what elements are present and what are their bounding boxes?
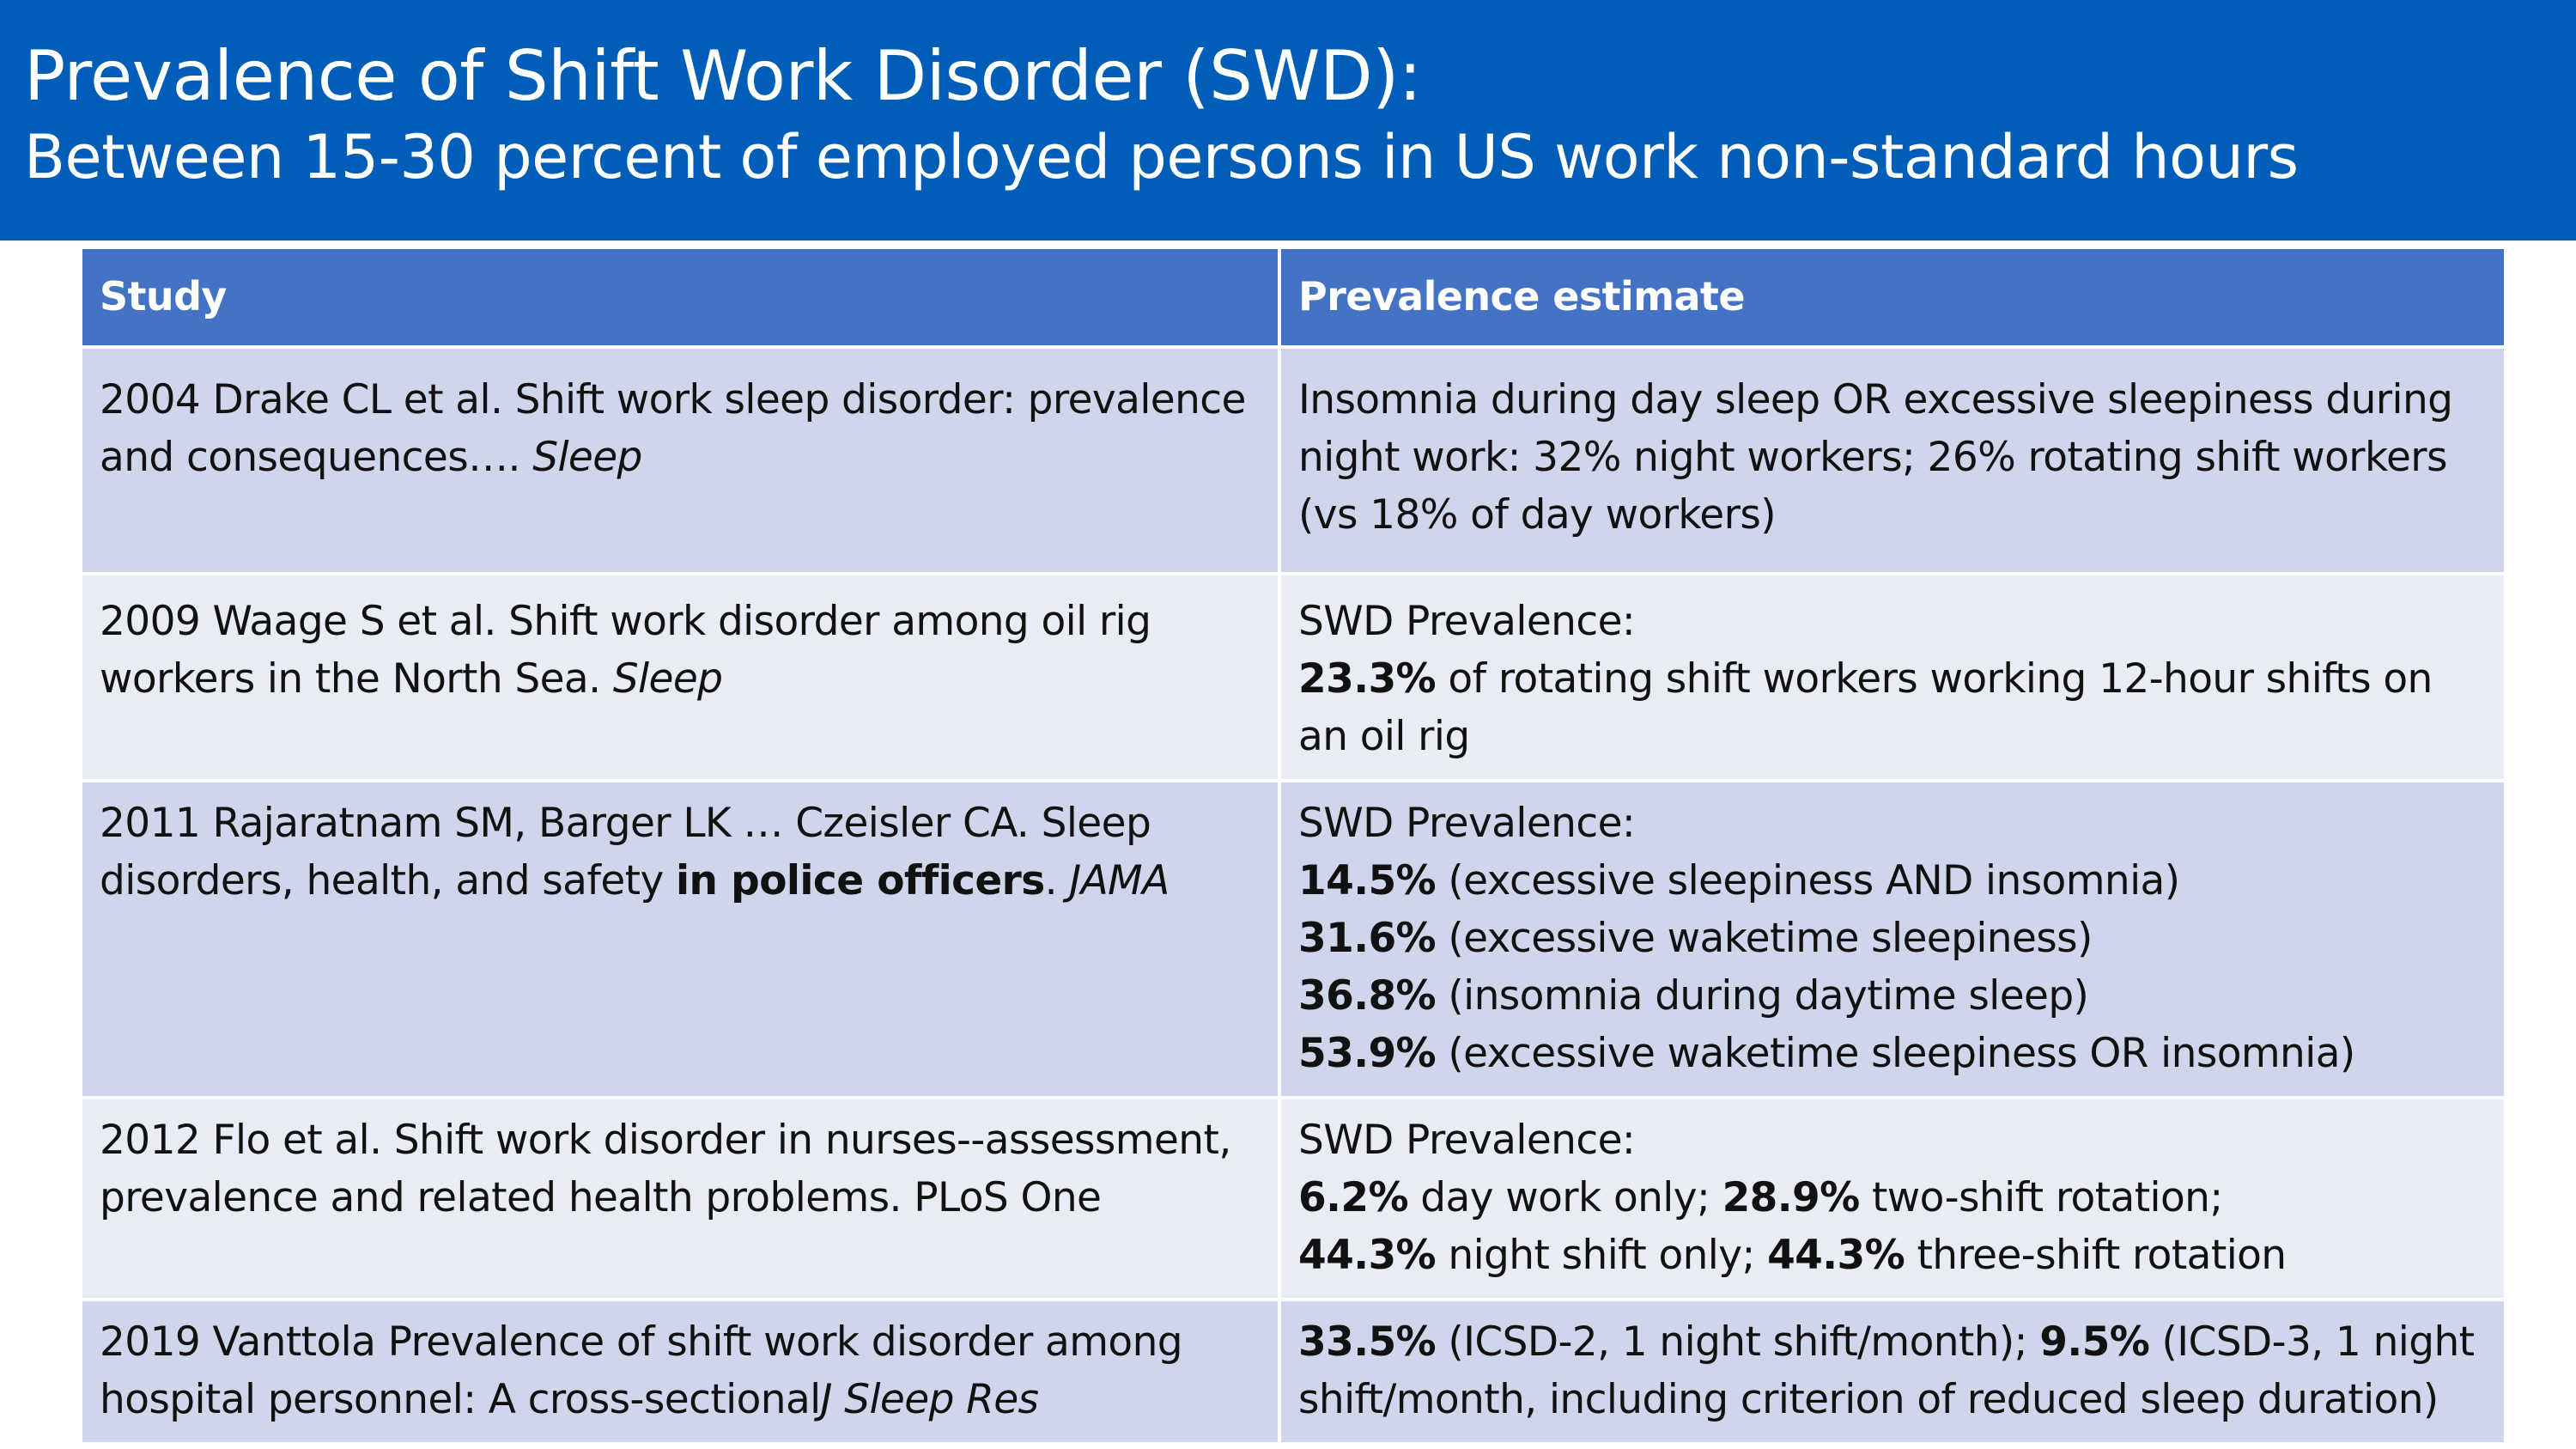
estimate-value: 44.3% [1767,1232,1905,1279]
estimate-value: 31.6% [1298,915,1437,962]
estimate-text: of rotating shift workers working 12-hour shifts on an oil rig [1298,655,2433,760]
title-bar [0,0,2576,240]
table-row [81,1098,2506,1300]
journal-name: Sleep [532,434,642,481]
estimate-cell [1279,574,2506,781]
estimate-heading: SWD Prevalence: [1298,800,1636,847]
estimate-text: day work only; [1420,1174,1710,1221]
table-row [81,1300,2506,1444]
estimate-cell [1279,1098,2506,1300]
estimate-text: (excessive waketime sleepiness) [1448,915,2093,962]
estimate-text: night shift only; [1448,1232,1755,1279]
estimate-value: 36.8% [1298,972,1437,1020]
estimate-item [1298,910,2487,967]
journal-name: Sleep [612,655,723,703]
estimate-item [1298,852,2487,910]
table-row [81,781,2506,1098]
study-citation: 2011 Rajaratnam SM, Barger LK … Czeisler CA. Sleep disorders, health, and safety [100,800,1151,904]
study-cell [81,1300,1279,1444]
study-citation: 2004 Drake CL et al. Shift work sleep disorder: prevalence and consequences…. [100,376,1246,481]
estimate-text: Insomnia during day sleep OR excessive sleepiness during night work: 32% night workers; 26% rotating shift workers (vs 18% of day workers) [1298,376,2453,539]
header-study: Study [81,247,1279,347]
estimate-value: 28.9% [1722,1174,1860,1221]
study-citation: 2019 Vanttola Prevalence of shift work disorder among hospital personnel: A cross-sectional [100,1318,1182,1423]
journal-name: JAMA [1069,857,1170,904]
table-header-row [81,247,2506,347]
study-cell [81,1098,1279,1300]
slide-title: Prevalence of Shift Work Disorder (SWD): [24,36,1422,116]
slide-subtitle: Between 15-30 percent of employed persons in US work non-standard hours [24,122,2299,192]
estimate-cell [1279,347,2506,574]
estimate-value: 9.5% [2039,1318,2150,1366]
header-prevalence-estimate: Prevalence estimate [1279,247,2506,347]
estimate-value: 33.5% [1298,1318,1437,1366]
estimate-text: (excessive waketime sleepiness OR insomnia) [1448,1030,2355,1077]
estimate-item [1298,1025,2487,1082]
table-row [81,574,2506,781]
table-row [81,347,2506,574]
estimate-cell [1279,1300,2506,1444]
estimate-text: (ICSD-3, 1 night shift/month, including criterion of reduced sleep duration) [1298,1318,2475,1423]
prevalence-table [79,246,2507,1446]
study-punct: . [1044,857,1057,904]
estimate-item [1298,967,2487,1025]
study-cell [81,574,1279,781]
estimate-item [1298,1227,2487,1284]
estimate-text: two-shift rotation; [1871,1174,2223,1221]
estimate-heading: SWD Prevalence: [1298,1117,1636,1164]
estimate-value: 44.3% [1298,1232,1437,1279]
estimate-value: 14.5% [1298,857,1437,904]
estimate-item [1298,1169,2487,1227]
estimate-text: (excessive sleepiness AND insomnia) [1448,857,2180,904]
study-cell [81,781,1279,1098]
estimate-text: three-shift rotation [1917,1232,2287,1279]
study-citation: 2009 Waage S et al. Shift work disorder among oil rig workers in the North Sea. [100,598,1151,703]
estimate-text: (insomnia during daytime sleep) [1448,972,2089,1020]
journal-name: J Sleep Res [820,1376,1039,1423]
study-cell [81,347,1279,574]
prevalence-table-container [79,246,2504,1446]
estimate-value: 6.2% [1298,1174,1408,1221]
estimate-cell [1279,781,2506,1098]
estimate-value: 53.9% [1298,1030,1437,1077]
estimate-heading: SWD Prevalence: [1298,598,1636,645]
estimate-text: (ICSD-2, 1 night shift/month); [1448,1318,2027,1366]
study-emphasis: in police officers [676,857,1045,904]
estimate-value: 23.3% [1298,655,1437,703]
study-citation: 2012 Flo et al. Shift work disorder in nurses--assessment, prevalence and related health problems. PLoS One [100,1117,1231,1221]
